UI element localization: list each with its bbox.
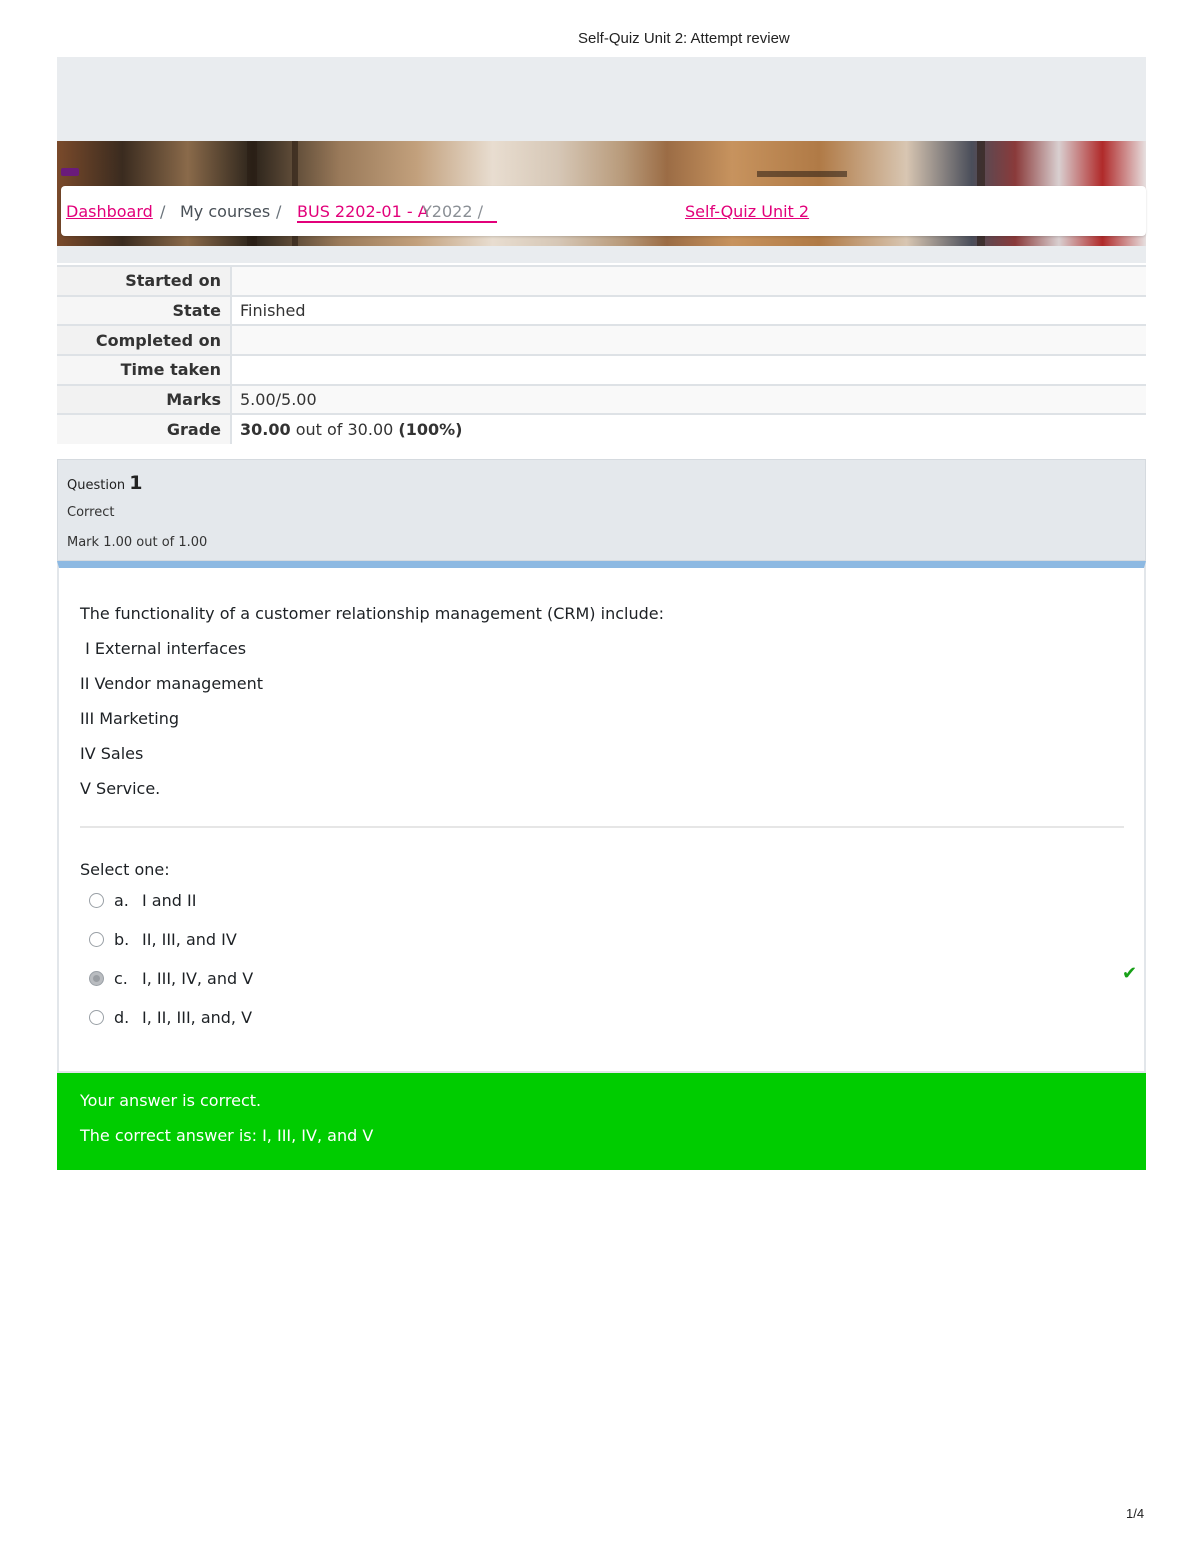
breadcrumb-course-link[interactable]: BUS 2202-01 - A [297,202,429,221]
radio-button[interactable] [89,932,104,947]
question-number-value: 1 [129,472,143,494]
summary-label: Started on [57,266,231,296]
summary-row-marks [57,385,1146,415]
breadcrumb-dashboard-link[interactable]: Dashboard [66,202,153,221]
question-text-line: The functionality of a customer relationship management (CRM) include: [80,604,664,623]
question-state: Correct [67,505,115,520]
breadcrumb-bar [61,186,1146,236]
question-grade: Mark 1.00 out of 1.00 [67,535,208,550]
header-accent-marker [61,168,79,176]
answer-feedback [57,1073,1146,1170]
summary-row-time-taken [57,355,1146,385]
question-text [80,603,664,813]
answer-label: II, III, and IV [142,930,237,949]
answer-prompt: Select one: [80,860,170,879]
radio-button-selected[interactable] [89,971,104,986]
summary-label: Grade [57,414,231,444]
page-number: 1/4 [1126,1506,1145,1521]
summary-label: Time taken [57,355,231,385]
grade-percent: (100%) [398,420,463,440]
breadcrumb-separator: / [276,202,282,221]
answer-option-a[interactable] [87,891,1137,921]
answer-letter: b. [114,930,130,949]
question-text-line: V Service. [80,779,161,798]
attempt-summary-table [57,265,1146,444]
summary-row-started [57,266,1146,296]
question-text-line: I External interfaces [80,639,247,658]
question-text-line: II Vendor management [80,674,263,693]
summary-value [231,355,1146,385]
question-number [67,472,143,494]
answer-letter: a. [114,891,129,910]
breadcrumb-my-courses: My courses [180,202,271,221]
answer-option-c[interactable] [87,963,1138,999]
summary-row-state [57,296,1146,326]
breadcrumb-separator: / [160,202,166,221]
radio-button[interactable] [89,893,104,908]
summary-label: State [57,296,231,326]
question-number-label: Question [67,478,126,493]
question-text-line: III Marketing [80,709,179,728]
breadcrumb-quiz-link[interactable]: Self-Quiz Unit 2 [685,202,810,221]
right-answer: The correct answer is: I, III, IV, and V [80,1126,374,1145]
grade-out-of: out of 30.00 [290,420,399,440]
summary-label: Marks [57,385,231,415]
answer-label: I, III, IV, and V [142,969,254,988]
answer-label: I and II [142,891,197,910]
summary-value [231,266,1146,296]
question-info-panel [57,459,1146,561]
answer-letter: c. [114,969,128,988]
divider [80,826,1124,828]
question-formulation [57,561,1146,1073]
summary-row-completed [57,325,1146,355]
specific-feedback: Your answer is correct. [80,1091,262,1110]
breadcrumb-course-underline [297,221,497,223]
summary-value: 5.00/5.00 [231,385,1146,415]
answer-option-d[interactable] [87,1008,1137,1038]
check-icon: ✔ [1122,963,1138,984]
summary-value: Finished [231,296,1146,326]
summary-row-grade [57,414,1146,444]
answer-option-b[interactable] [87,930,1137,960]
breadcrumb-course-tail: Y2022 / [422,202,483,221]
summary-value [231,325,1146,355]
summary-value [231,414,1146,444]
grade-score: 30.00 [240,420,291,440]
question-text-line: IV Sales [80,744,144,763]
radio-button[interactable] [89,1010,104,1025]
answer-letter: d. [114,1008,130,1027]
summary-label: Completed on [57,325,231,355]
answer-label: I, II, III, and, V [142,1008,253,1027]
